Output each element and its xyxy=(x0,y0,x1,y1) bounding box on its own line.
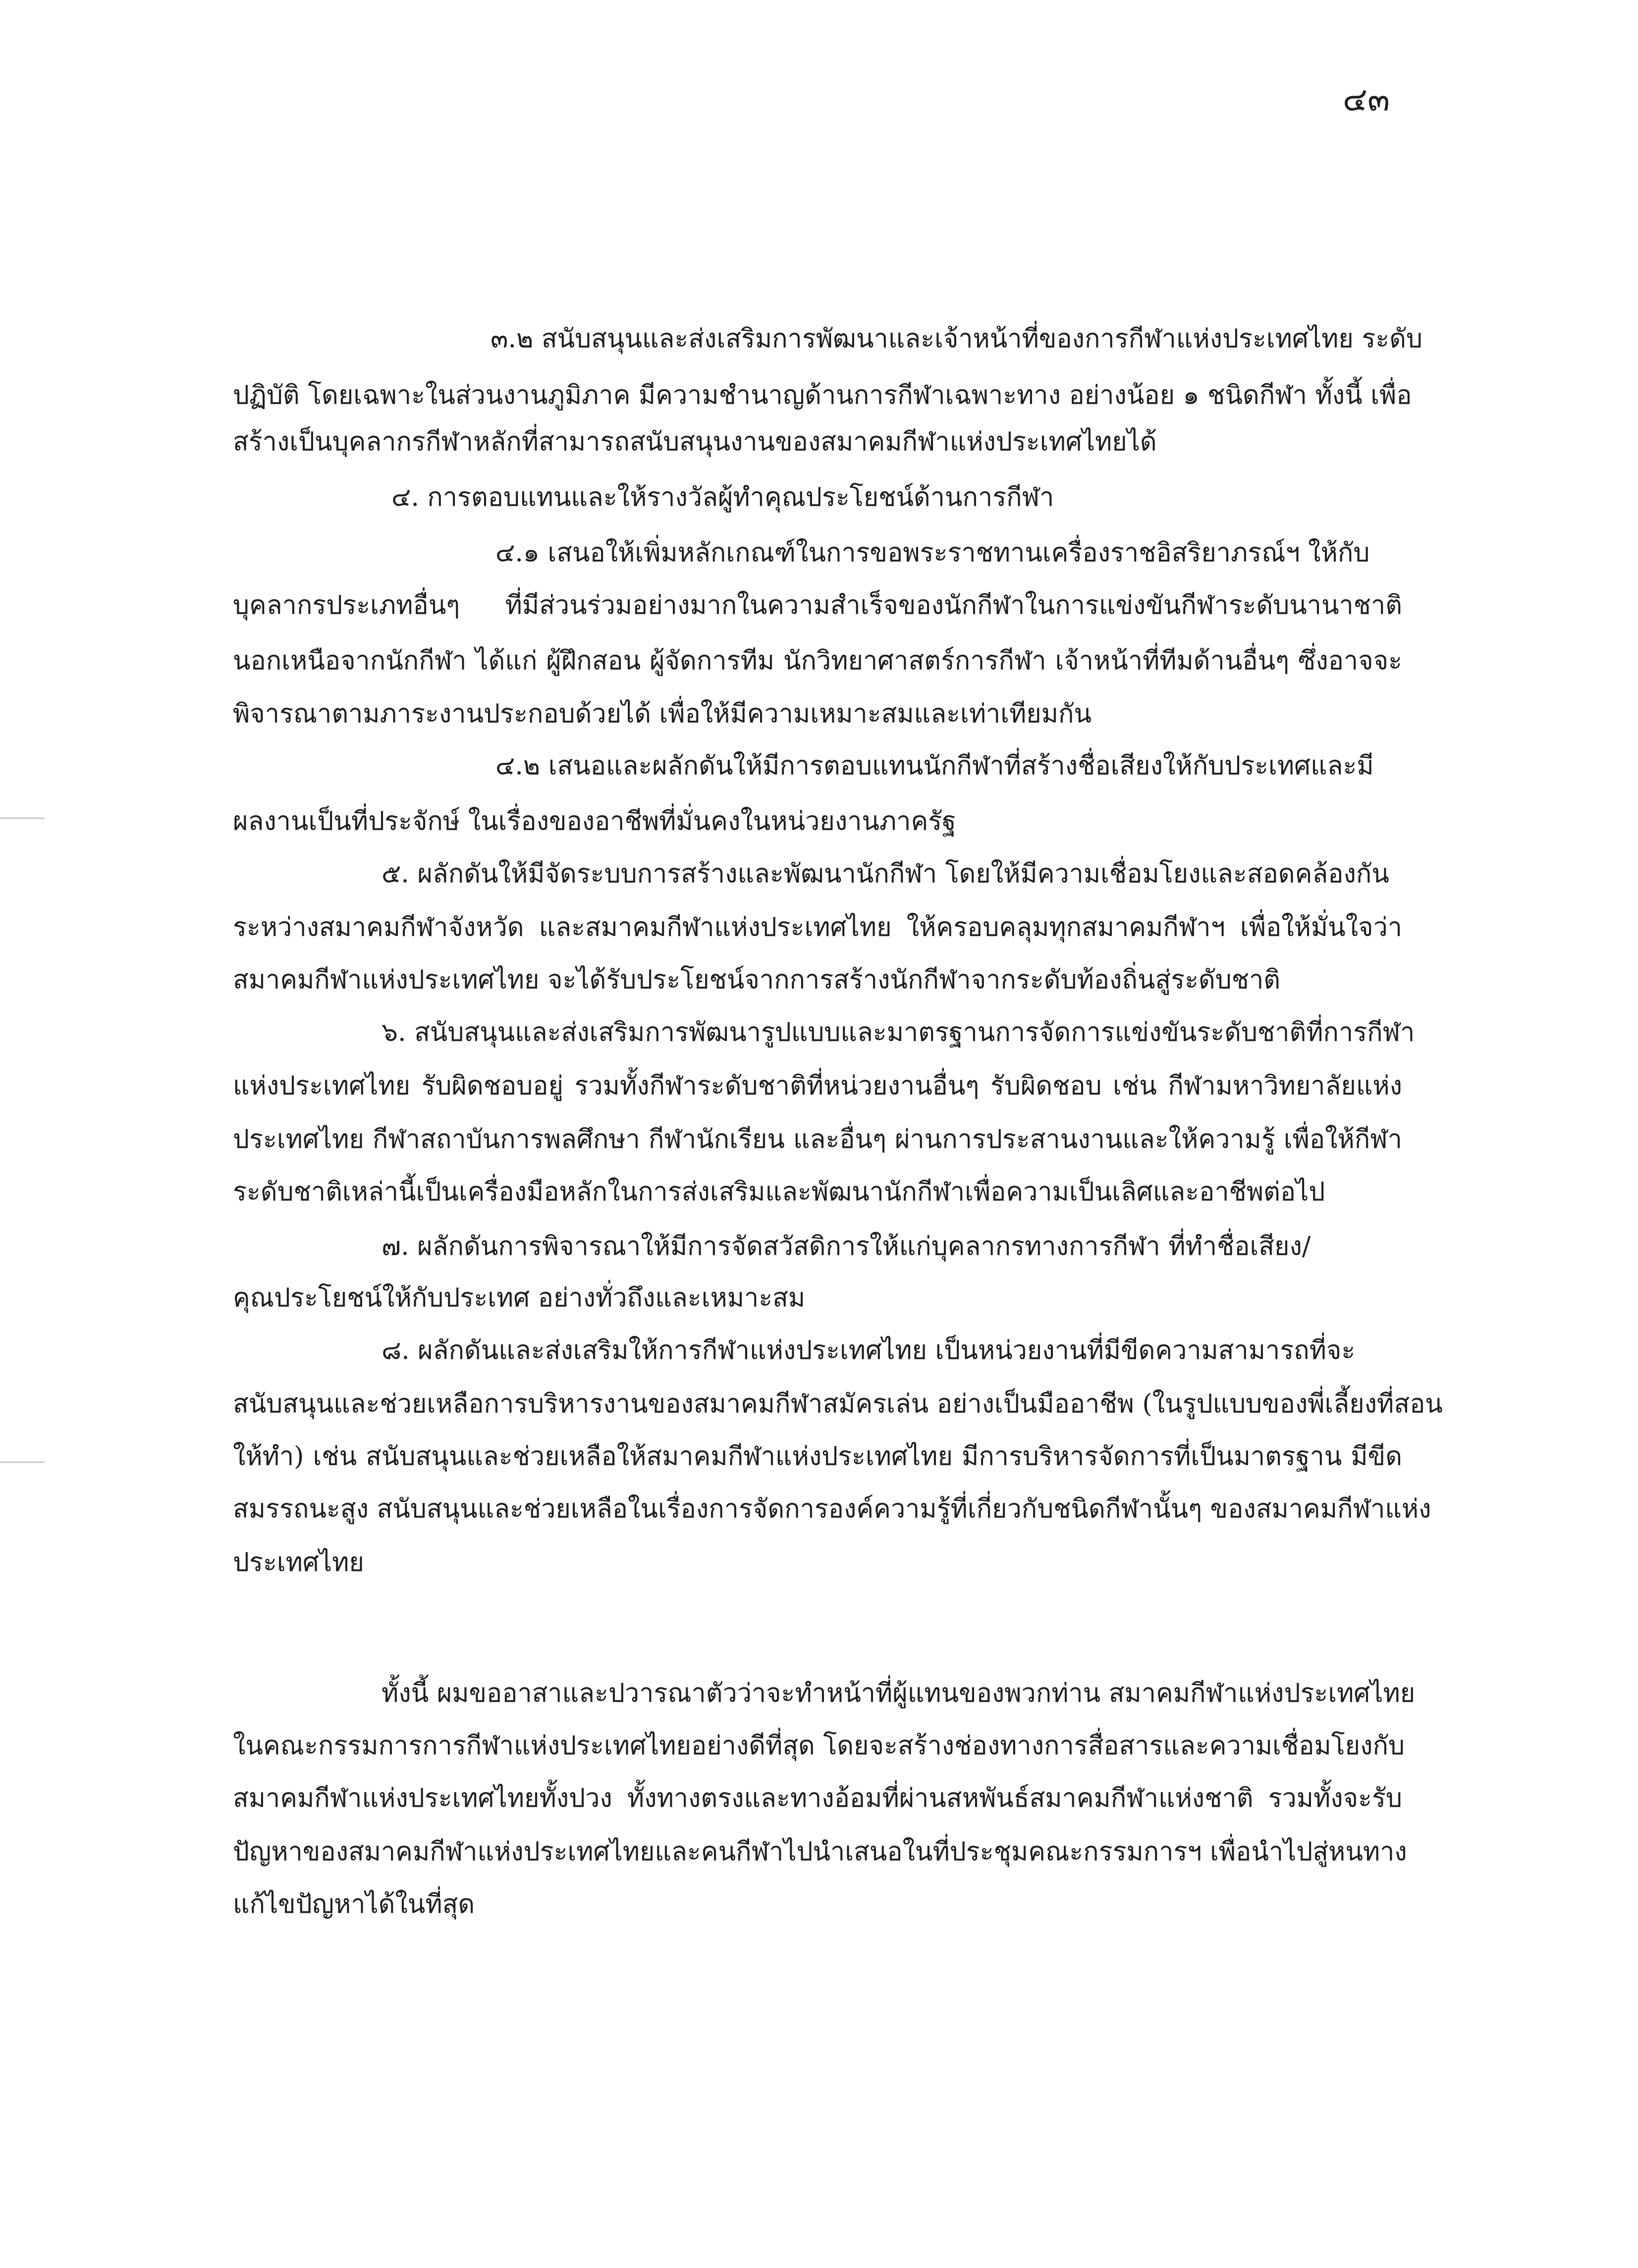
text-line: ผลงานเป็นที่ประจักษ์ ในเรื่องของอาชีพที่มั่นคงในหน่วยงานภาครัฐ xyxy=(233,807,956,836)
scan-mark-bottom xyxy=(0,1461,45,1463)
text-line: ให้ทำ) เช่น สนับสนุนและช่วยเหลือให้สมาคมกีฬาแห่งประเทศไทย มีการบริหารจัดการที่เป็นมาตรฐาน มีขีด xyxy=(233,1442,1402,1471)
scan-mark-top xyxy=(0,817,45,819)
text-line: ในคณะกรรมการการกีฬาแห่งประเทศไทยอย่างดีที่สุด โดยจะสร้างช่องทางการสื่อสารและความเชื่อมโยงกับ xyxy=(233,1731,1405,1761)
page-number: ๔๓ xyxy=(1343,80,1390,118)
text-line: ระดับชาติเหล่านี้เป็นเครื่องมือหลักในการส่งเสริมและพัฒนานักกีฬาเพื่อความเป็นเลิศและอาชีพต่อไป xyxy=(233,1177,1325,1207)
text-line: ปฏิบัติ โดยเฉพาะในส่วนงานภูมิภาค มีความชำนาญด้านการกีฬาเฉพาะทาง อย่างน้อย ๑ ชนิดกีฬา ทั้งนี้ เพื่อ xyxy=(233,380,1412,410)
text-line: สมาคมกีฬาแห่งประเทศไทยทั้งปวง ทั้งทางตรงและทางอ้อมที่ผ่านสหพันธ์สมาคมกีฬาแห่งชาติ รวมทั้งจะรับ xyxy=(233,1783,1402,1813)
text-line: ๔.๒ เสนอและผลักดันให้มีการตอบแทนนักกีฬาที่สร้างชื่อเสียงให้กับประเทศและมี xyxy=(495,751,1374,781)
text-line: บุคลากรประเภทอื่นๆ ที่มีส่วนร่วมอย่างมากในความสำเร็จของนักกีฬาในการแข่งขันกีฬาระดับนานาชาติ xyxy=(233,591,1402,620)
text-line: ๓.๒ สนับสนุนและส่งเสริมการพัฒนาและเจ้าหน้าที่ของการกีฬาแห่งประเทศไทย ระดับ xyxy=(491,324,1423,354)
text-line: พิจารณาตามภาระงานประกอบด้วยได้ เพื่อให้มีความเหมาะสมและเท่าเทียมกัน xyxy=(233,699,1092,729)
text-line: สนับสนุนและช่วยเหลือการบริหารงานของสมาคมกีฬาสมัครเล่น อย่างเป็นมืออาชีพ (ในรูปแบบของพี่เลี้ยงที่สอน xyxy=(233,1389,1443,1419)
text-line: ๗. ผลักดันการพิจารณาให้มีการจัดสวัสดิการให้แก่บุคลากรทางการกีฬา ที่ทำชื่อเสียง/ xyxy=(382,1232,1311,1261)
text-line: สมรรถนะสูง สนับสนุนและช่วยเหลือในเรื่องการจัดการองค์ความรู้ที่เกี่ยวกับชนิดกีฬานั้นๆ ของสมาคมกีฬาแห่ง xyxy=(233,1494,1431,1524)
text-line: ระหว่างสมาคมกีฬาจังหวัด และสมาคมกีฬาแห่งประเทศไทย ให้ครอบคลุมทุกสมาคมกีฬาฯ เพื่อให้มั่นใจว่า xyxy=(233,913,1402,942)
text-line: สมาคมกีฬาแห่งประเทศไทย จะได้รับประโยชน์จากการสร้างนักกีฬาจากระดับท้องถิ่นสู่ระดับชาติ xyxy=(233,965,1281,995)
text-line: แห่งประเทศไทย รับผิดชอบอยู่ รวมทั้งกีฬาระดับชาติที่หน่วยงานอื่นๆ รับผิดชอบ เช่น กีฬามหาวิทยาลัยแห่ง xyxy=(233,1071,1402,1101)
text-line: คุณประโยชน์ให้กับประเทศ อย่างทั่วถึงและเหมาะสม xyxy=(233,1283,806,1313)
text-line: ประเทศไทย กีฬาสถาบันการพลศึกษา กีฬานักเรียน และอื่นๆ ผ่านการประสานงานและให้ความรู้ เพื่อให้กีฬา xyxy=(233,1125,1402,1154)
section-heading: ๔. การตอบแทนและให้รางวัลผู้ทำคุณประโยชน์ด้านการกีฬา xyxy=(391,483,1054,512)
text-line: นอกเหนือจากนักกีฬา ได้แก่ ผู้ฝึกสอน ผู้จัดการทีม นักวิทยาศาสตร์การกีฬา เจ้าหน้าที่ทีมด้านอื่นๆ ซึ่งอาจจะ xyxy=(233,646,1402,676)
text-line: สร้างเป็นบุคลากรกีฬาหลักที่สามารถสนับสนุนงานของสมาคมกีฬาแห่งประเทศไทยได้ xyxy=(233,427,1157,457)
text-line: ๘. ผลักดันและส่งเสริมให้การกีฬาแห่งประเทศไทย เป็นหน่วยงานที่มีขีดความสามารถที่จะ xyxy=(382,1336,1356,1365)
text-line: ประเทศไทย xyxy=(233,1548,364,1577)
text-line: ทั้งนี้ ผมขออาสาและปวารณาตัวว่าจะทำหน้าที่ผู้แทนของพวกท่าน สมาคมกีฬาแห่งประเทศไทย xyxy=(382,1678,1416,1708)
text-line: แก้ไขปัญหาได้ในที่สุด xyxy=(233,1890,475,1919)
text-line: ๕. ผลักดันให้มีจัดระบบการสร้างและพัฒนานักกีฬา โดยให้มีความเชื่อมโยงและสอดคล้องกัน xyxy=(382,859,1389,889)
text-line: ๖. สนับสนุนและส่งเสริมการพัฒนารูปแบบและมาตรฐานการจัดการแข่งขันระดับชาติที่การกีฬา xyxy=(382,1018,1415,1047)
text-line: ปัญหาของสมาคมกีฬาแห่งประเทศไทยและคนกีฬาไปนำเสนอในที่ประชุมคณะกรรมการฯ เพื่อนำไปสู่หนทาง xyxy=(233,1837,1407,1867)
text-line: ๔.๑ เสนอให้เพิ่มหลักเกณฑ์ในการขอพระราชทานเครื่องราชอิสริยาภรณ์ฯ ให้กับ xyxy=(495,538,1370,568)
